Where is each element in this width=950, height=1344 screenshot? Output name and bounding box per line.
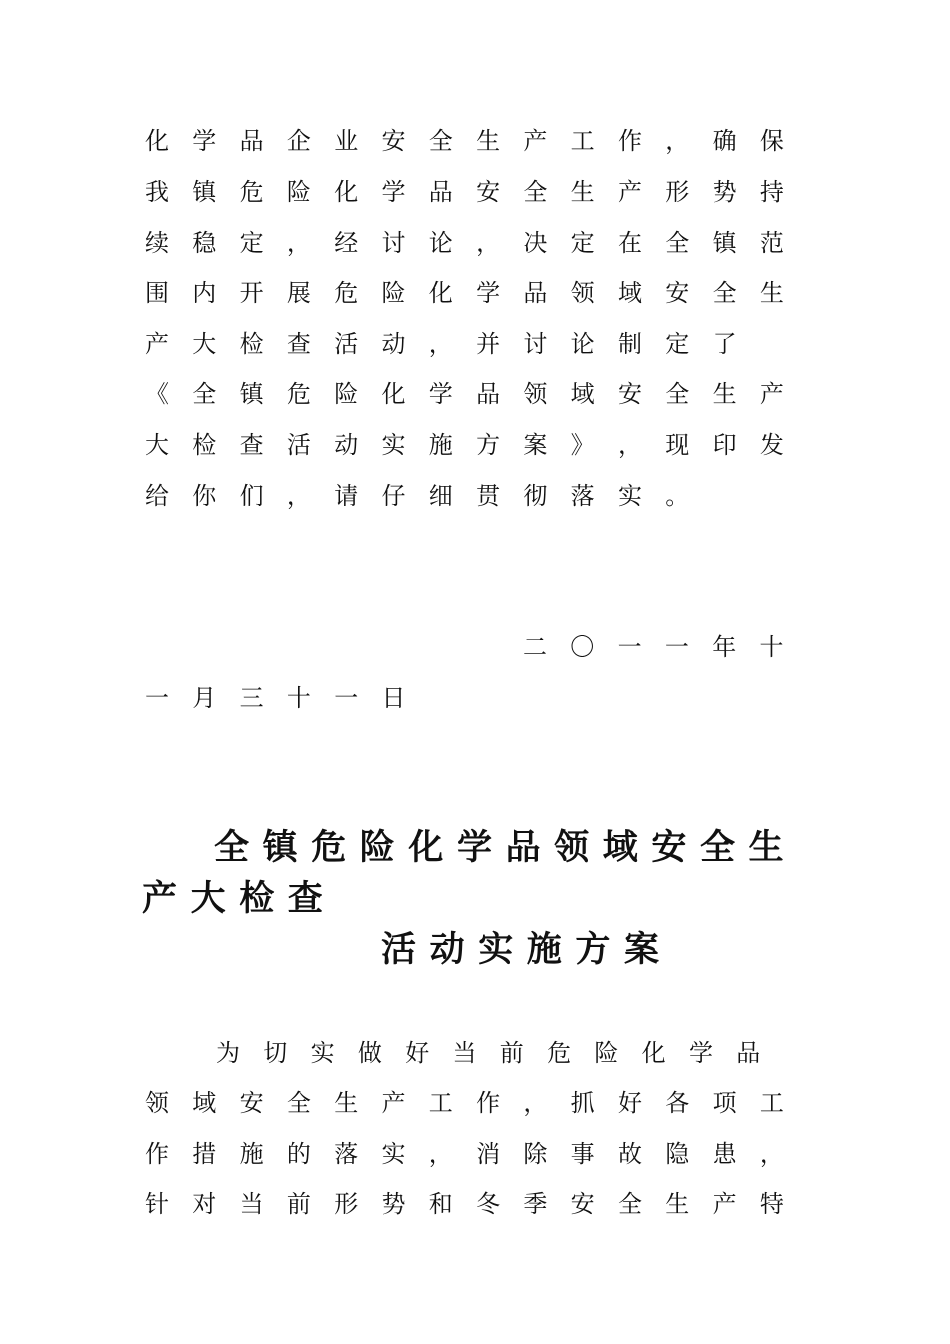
- intro-line: 给 你 们 ， 请 仔 细 贯 彻 落 实 。: [145, 482, 690, 510]
- date-line: 一 月 三 十 一 日: [145, 684, 406, 712]
- intro-line: 围 内 开 展 危 险 化 学 品 领 域 安 全 生: [145, 279, 784, 307]
- intro-line: 化 学 品 企 业 安 全 生 产 工 作 ， 确 保: [145, 127, 784, 155]
- date-line: 二 〇 一 一 年 十: [523, 633, 784, 661]
- intro-line: 续 稳 定 ， 经 讨 论 ， 决 定 在 全 镇 范: [145, 229, 784, 257]
- document-title: 产 大 检 查: [142, 878, 323, 919]
- intro-line: 《 全 镇 危 险 化 学 品 领 域 安 全 生 产: [145, 380, 784, 408]
- body-line: 针 对 当 前 形 势 和 冬 季 安 全 生 产 特: [145, 1190, 784, 1218]
- intro-line: 大 检 查 活 动 实 施 方 案 》 ， 现 印 发: [145, 431, 784, 459]
- document-title: 活 动 实 施 方 案: [381, 929, 659, 970]
- body-line: 作 措 施 的 落 实 ， 消 除 事 故 隐 患 ，: [145, 1140, 784, 1168]
- body-line: 为 切 实 做 好 当 前 危 险 化 学 品: [216, 1039, 761, 1067]
- intro-line: 产 大 检 查 活 动 ， 并 讨 论 制 定 了: [145, 330, 737, 358]
- body-line: 领 域 安 全 生 产 工 作 ， 抓 好 各 项 工: [145, 1089, 784, 1117]
- intro-line: 我 镇 危 险 化 学 品 安 全 生 产 形 势 持: [145, 178, 784, 206]
- document-title: 全 镇 危 险 化 学 品 领 域 安 全 生: [214, 827, 784, 868]
